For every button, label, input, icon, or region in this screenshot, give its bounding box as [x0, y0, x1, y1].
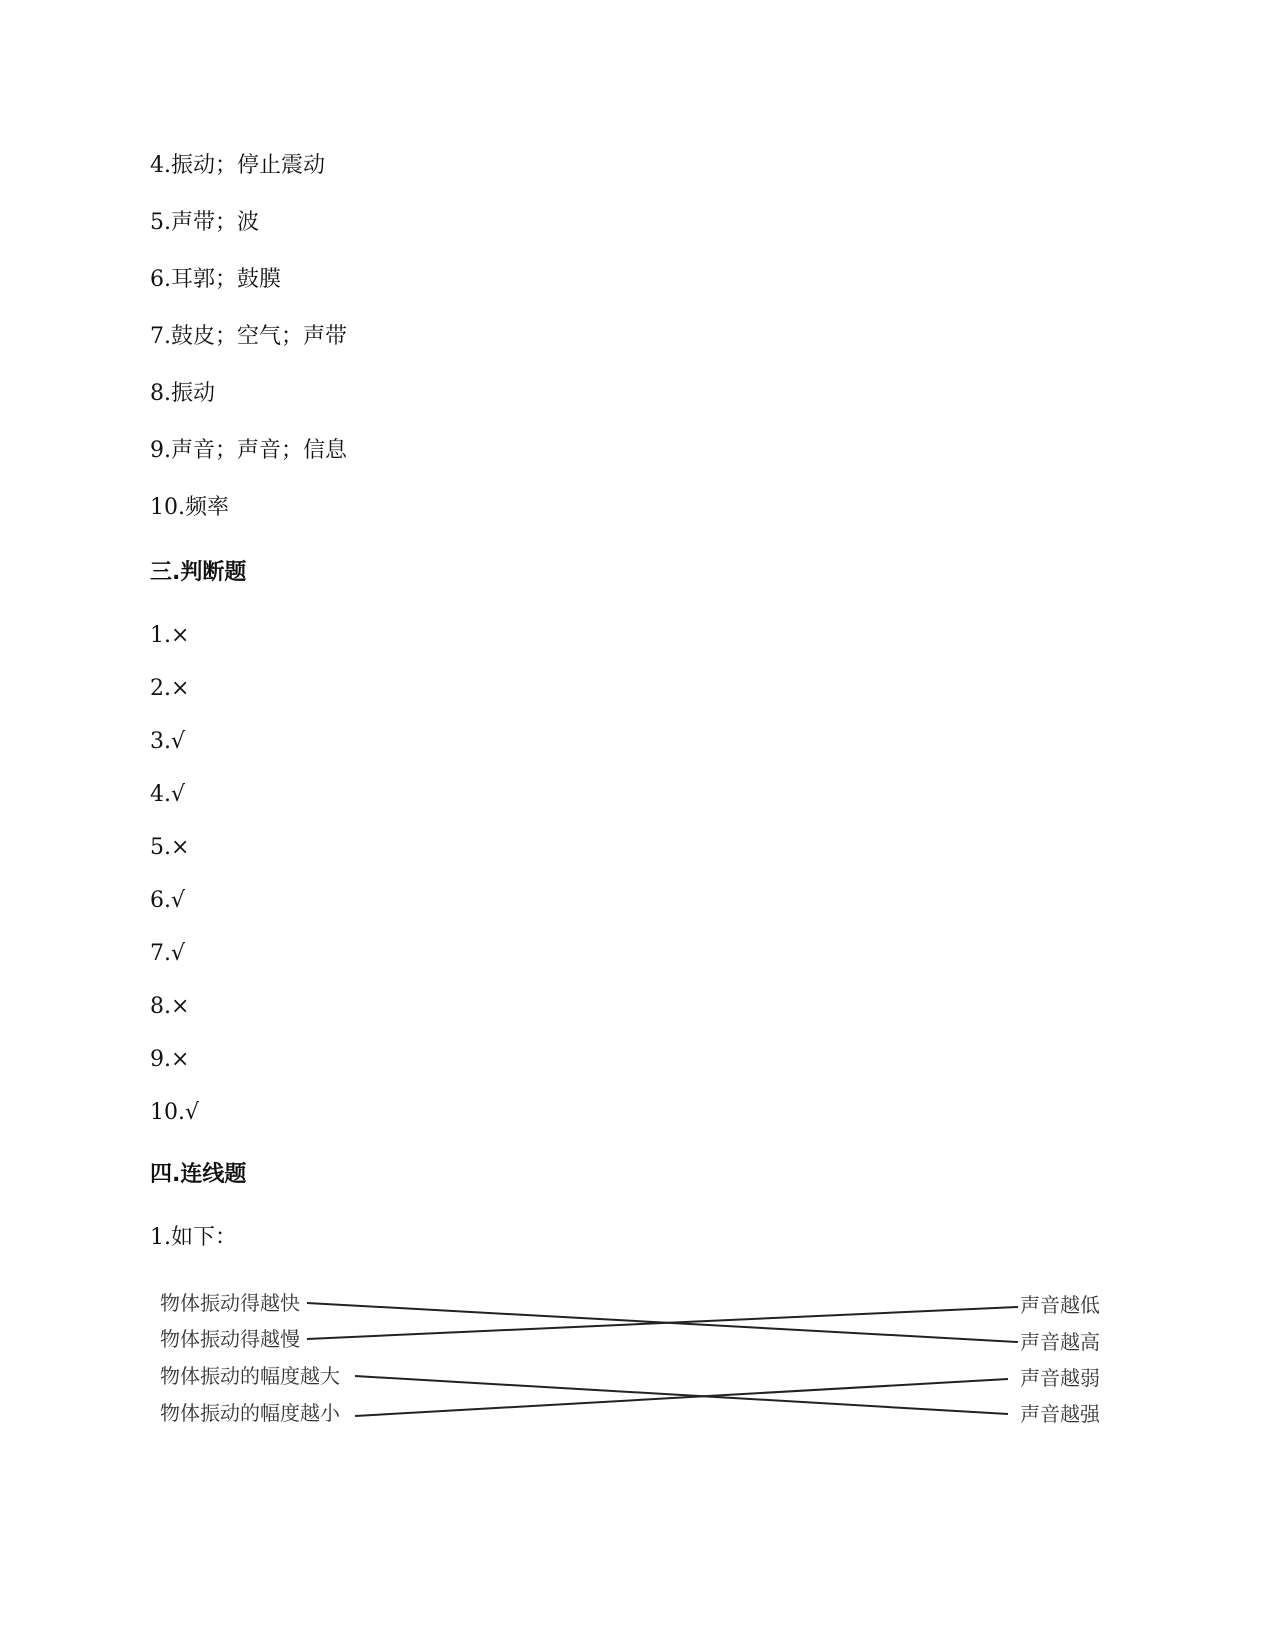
fill-answer-4: 4.振动；停止震动: [150, 153, 325, 178]
right-item-2: 声音越高: [1020, 1330, 1100, 1354]
matching-intro: 1.如下：: [150, 1225, 237, 1250]
fill-answer-10: 10.频率: [150, 495, 229, 520]
judgment-answer-6: 6.√: [150, 888, 186, 913]
match-line: [355, 1376, 1008, 1414]
left-item-2: 物体振动得越慢: [160, 1327, 300, 1351]
judgment-answer-2: 2.×: [150, 676, 190, 701]
section-title-judgment: 三.判断题: [150, 560, 247, 585]
match-line: [307, 1307, 1018, 1339]
right-item-1: 声音越低: [1020, 1293, 1100, 1317]
left-item-3: 物体振动的幅度越大: [160, 1364, 340, 1388]
fill-answer-5: 5.声带；波: [150, 210, 259, 235]
fill-answer-8: 8.振动: [150, 381, 215, 406]
judgment-answer-3: 3.√: [150, 729, 186, 754]
judgment-answer-5: 5.×: [150, 835, 190, 860]
judgment-answer-9: 9.×: [150, 1047, 190, 1072]
fill-answer-7: 7.鼓皮；空气；声带: [150, 324, 347, 349]
fill-answer-9: 9.声音；声音；信息: [150, 438, 347, 463]
section-title-matching: 四.连线题: [150, 1162, 247, 1187]
judgment-answer-7: 7.√: [150, 941, 186, 966]
judgment-answer-4: 4.√: [150, 782, 186, 807]
matching-diagram: [150, 1286, 1125, 1456]
left-item-1: 物体振动得越快: [160, 1291, 300, 1315]
left-item-4: 物体振动的幅度越小: [160, 1401, 340, 1425]
judgment-answer-8: 8.×: [150, 994, 190, 1019]
judgment-answer-10: 10.√: [150, 1100, 200, 1125]
right-item-3: 声音越弱: [1020, 1366, 1100, 1390]
judgment-answer-1: 1.×: [150, 623, 190, 648]
match-line: [355, 1379, 1008, 1416]
right-item-4: 声音越强: [1020, 1402, 1100, 1426]
fill-answer-6: 6.耳郭；鼓膜: [150, 267, 281, 292]
